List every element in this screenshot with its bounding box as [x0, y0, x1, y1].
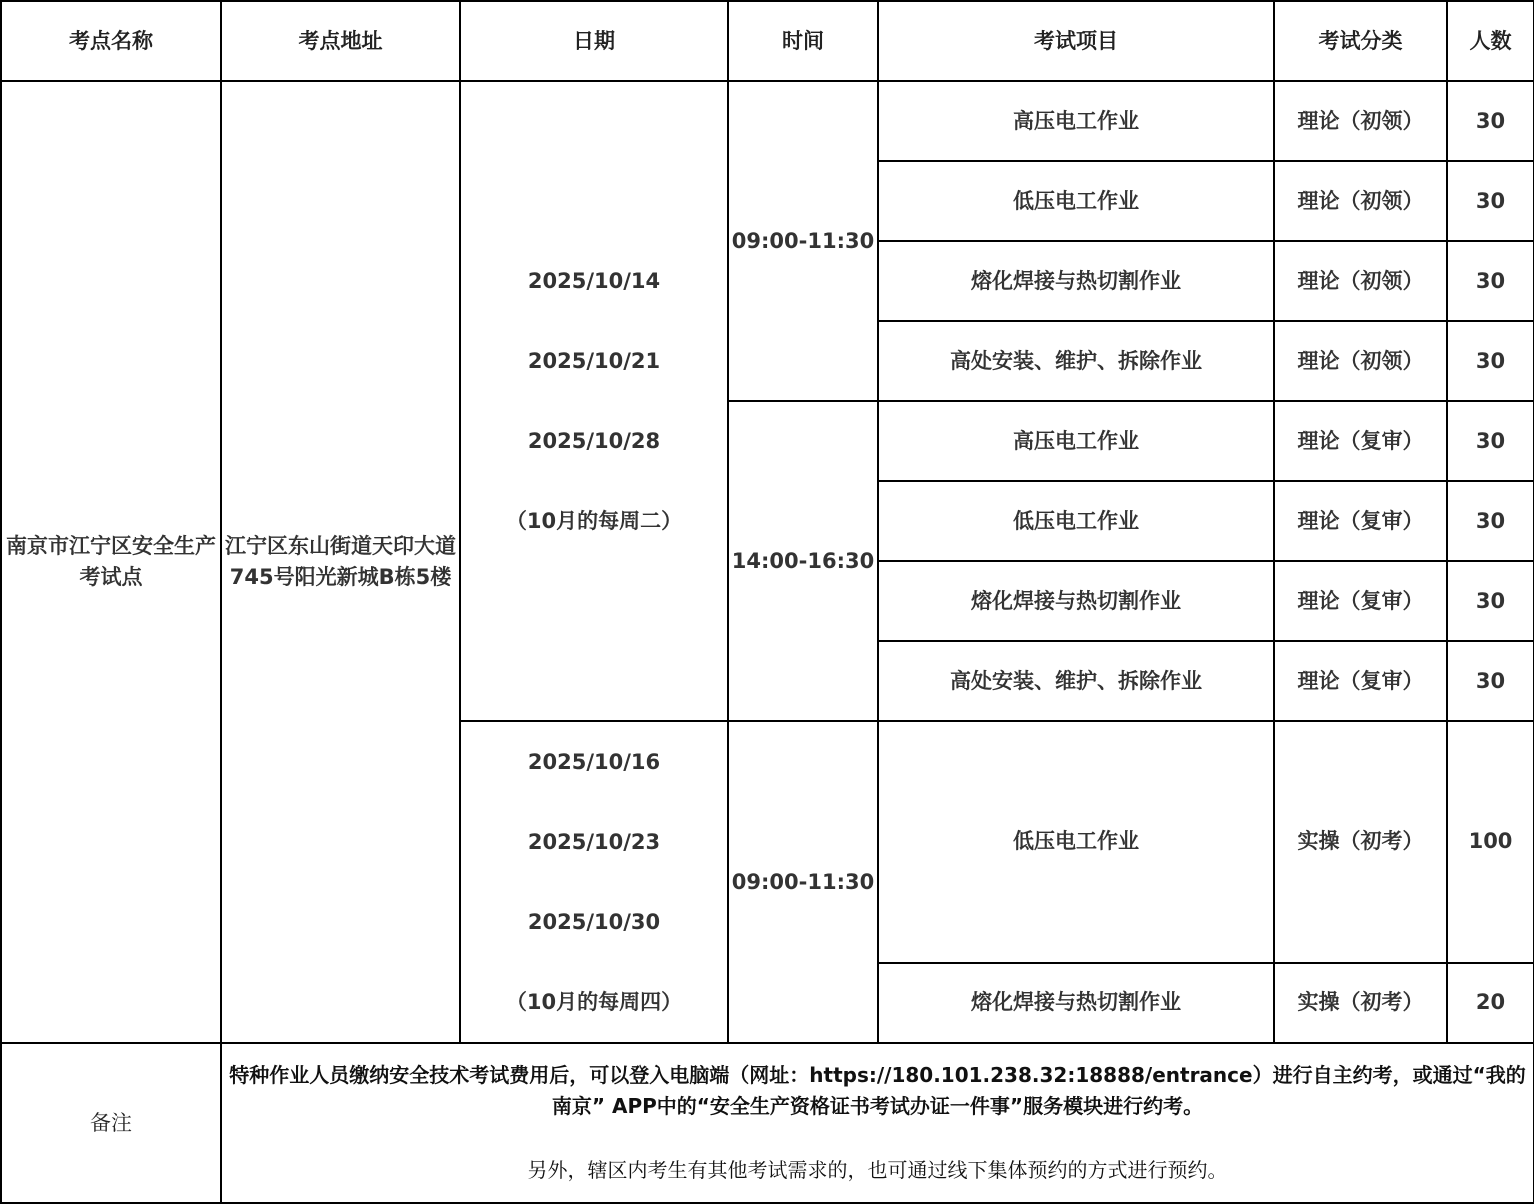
date-line: 2025/10/28 — [527, 429, 661, 453]
header-exam-item: 考试项目 — [878, 1, 1274, 81]
headcount-cell: 30 — [1447, 161, 1534, 241]
date-line: 2025/10/14 — [527, 269, 661, 293]
exam-category-cell: 理论（复审） — [1274, 481, 1447, 561]
dates-cell-group2 — [460, 721, 728, 1043]
exam-item-cell: 高处安装、维护、拆除作业 — [878, 321, 1274, 401]
remarks-spacer — [222, 1122, 1533, 1155]
date-line: 2025/10/16 — [527, 750, 661, 774]
exam-category-cell: 理论（复审） — [1274, 641, 1447, 721]
exam-item-cell: 熔化焊接与热切割作业 — [878, 963, 1274, 1044]
exam-item-cell: 低压电工作业 — [878, 721, 1274, 963]
exam-category-cell: 理论（复审） — [1274, 561, 1447, 641]
exam-category-cell: 实操（初考） — [1274, 963, 1447, 1044]
exam-item-cell: 高压电工作业 — [878, 81, 1274, 161]
exam-item-cell: 熔化焊接与热切割作业 — [878, 561, 1274, 641]
exam-item-cell: 高处安装、维护、拆除作业 — [878, 641, 1274, 721]
headcount-cell: 100 — [1447, 721, 1534, 963]
headcount-cell: 20 — [1447, 963, 1534, 1044]
headcount-cell: 30 — [1447, 401, 1534, 481]
header-site-name: 考点名称 — [1, 1, 221, 81]
exam-item-cell: 熔化焊接与热切割作业 — [878, 241, 1274, 321]
time-cell-afternoon: 14:00-16:30 — [728, 401, 878, 721]
header-headcount: 人数 — [1447, 1, 1534, 81]
exam-item-cell: 低压电工作业 — [878, 481, 1274, 561]
site-name-cell: 南京市江宁区安全生产考试点 — [1, 81, 221, 1043]
site-address-cell: 江宁区东山街道天印大道745号阳光新城B栋5楼 — [221, 81, 460, 1043]
exam-category-cell: 实操（初考） — [1274, 721, 1447, 963]
exam-category-cell: 理论（初领） — [1274, 161, 1447, 241]
header-exam-category: 考试分类 — [1274, 1, 1447, 81]
date-line: 2025/10/30 — [527, 910, 661, 934]
remarks-paragraph-2: 另外，辖区内考生有其他考试需求的，也可通过线下集体预约的方式进行预约。 — [527, 1158, 1228, 1182]
remarks-text-cell — [221, 1043, 1534, 1203]
date-note: （10月的每周二） — [505, 509, 683, 533]
date-line: 2025/10/21 — [527, 349, 661, 373]
exam-category-cell: 理论（初领） — [1274, 321, 1447, 401]
dates-cell-group1 — [460, 81, 728, 721]
table-row — [1, 81, 1534, 161]
headcount-cell: 30 — [1447, 561, 1534, 641]
remarks-paragraph-1: 特种作业人员缴纳安全技术考试费用后，可以登入电脑端（网址：https://180.101.238.32:18888/entrance）进行自主约考，或通过“我的南京” APP中的“安全生产资格证书考试办证一件事”服务模块进行约考。 — [229, 1063, 1526, 1118]
remarks-row — [1, 1043, 1534, 1203]
exam-item-cell: 低压电工作业 — [878, 161, 1274, 241]
header-time: 时间 — [728, 1, 878, 81]
time-cell-practical: 09:00-11:30 — [728, 721, 878, 1043]
exam-category-cell: 理论（初领） — [1274, 241, 1447, 321]
date-line: 2025/10/23 — [527, 830, 661, 854]
exam-category-cell: 理论（初领） — [1274, 81, 1447, 161]
exam-item-cell: 高压电工作业 — [878, 401, 1274, 481]
time-cell-morning: 09:00-11:30 — [728, 81, 878, 401]
headcount-cell: 30 — [1447, 81, 1534, 161]
header-row — [1, 1, 1534, 81]
headcount-cell: 30 — [1447, 241, 1534, 321]
remarks-label: 备注 — [1, 1043, 221, 1203]
date-note: （10月的每周四） — [505, 990, 683, 1014]
header-site-address: 考点地址 — [221, 1, 460, 81]
exam-category-cell: 理论（复审） — [1274, 401, 1447, 481]
headcount-cell: 30 — [1447, 321, 1534, 401]
header-date: 日期 — [460, 1, 728, 81]
headcount-cell: 30 — [1447, 481, 1534, 561]
headcount-cell: 30 — [1447, 641, 1534, 721]
